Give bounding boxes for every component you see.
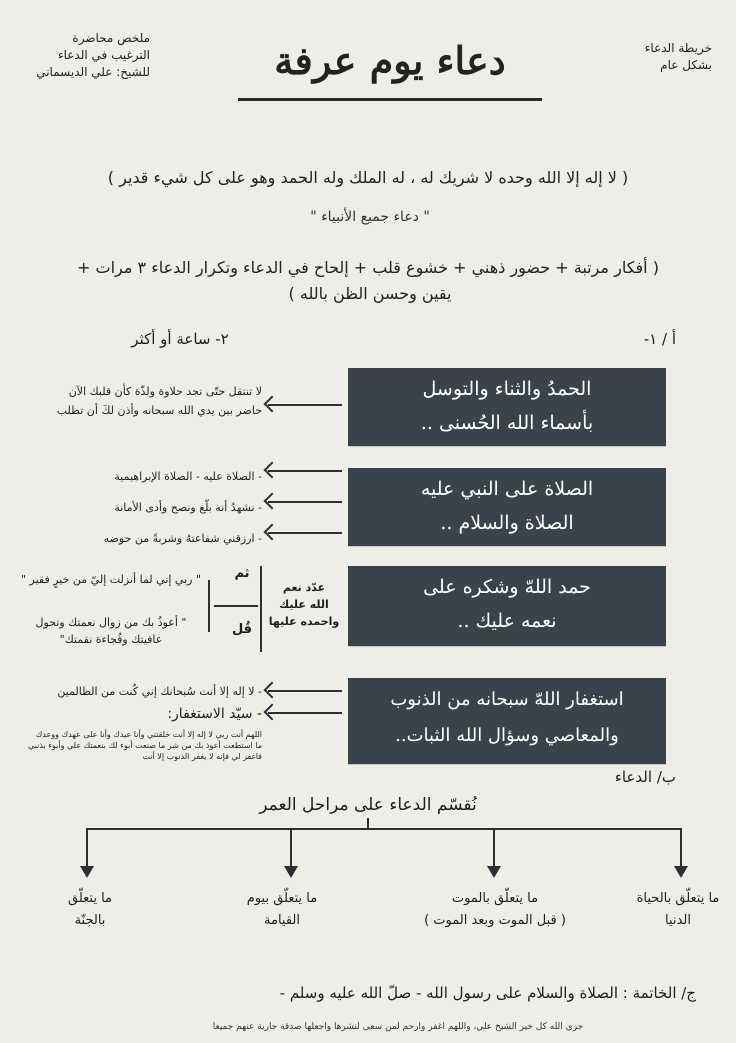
count-line: عدّد نعم (282, 581, 326, 594)
left-arrow-icon (268, 470, 342, 472)
say-label: قُل (231, 622, 253, 637)
tree-branch (493, 828, 495, 870)
left-arrow-icon (268, 712, 342, 714)
card-istighfar-notes (30, 681, 262, 725)
note-line: - الصلاة عليه - الصلاة الإبراهيمية (114, 470, 262, 483)
down-arrow-icon (284, 866, 298, 878)
header-right-note-line: بشكل عام (660, 58, 712, 72)
branch-line: الدنيا (665, 913, 691, 928)
card-line: بأسماء الله الحُسنى .. (420, 412, 594, 434)
branch-janna (40, 888, 140, 932)
count-line: الله عليك (279, 598, 329, 611)
branch-line: ما يتعلّق بيوم (246, 891, 318, 906)
left-arrow-icon (268, 404, 342, 406)
conditions-line-1: ( أفكار مرتبة + حضور ذهني + خشوع قلب + إلحاح في الدعاء وتكرار الدعاء ٣ مرات + (77, 258, 659, 277)
tahlil-line: ( لا إله إلا الله وحده لا شريك له ، له الملك وله الحمد وهو على كل شيء قدير ) (107, 168, 629, 187)
header-left-note-line: ملخص محاضرة (72, 31, 150, 45)
tree-branch (86, 828, 88, 870)
note-line: لا تنتقل حتّى تجد حلاوة ولذّة كأن قلبك الآن (68, 385, 262, 398)
down-arrow-icon (487, 866, 501, 878)
left-arrow-icon (268, 532, 342, 534)
branch-line: ما يتعلّق (67, 891, 112, 906)
title-underline (238, 98, 542, 101)
count-blessings-label (264, 579, 344, 630)
note-line: حاضر بين يدي الله سبحانه وأذن لكَ أن تطلب (56, 404, 262, 417)
count-line: واحمده عليها (268, 615, 340, 628)
card-line: الحمدُ والثناء والتوسل (422, 378, 592, 400)
header-left-note-line: للشيخ: علي الديسماني (36, 65, 150, 79)
branch-line: ما يتعلّق بالموت (451, 891, 539, 906)
card-praise-notes (30, 382, 262, 420)
sayyid-line: ما استطعت أعوذ بك من شر ما صنعت أبوء لك بنعمتك علي وأبوء بذنبي (27, 741, 262, 750)
down-arrow-icon (80, 866, 94, 878)
card-line: نعمه عليك .. (457, 610, 557, 632)
bracket-line (214, 605, 258, 607)
quote-line: " أعوذُ بك من زوال نعمتك وتحول (35, 616, 187, 629)
divider-line (260, 566, 262, 652)
left-arrow-icon (268, 501, 342, 503)
quote-zawal (18, 614, 204, 648)
section-c-conclusion: ج/ الخاتمة : الصلاة والسلام على رسول الله - صلّ الله عليه وسلم - (279, 984, 696, 1002)
branch-line: ( قبل الموت وبعد الموت ) (424, 913, 566, 928)
tree-branch (290, 828, 292, 870)
branch-line: ما يتعلّق بالحياة (636, 891, 720, 906)
card-line: حمد اللهّ وشكره على (423, 576, 591, 598)
quote-line: عافيتك وفُجاءة نقمتك" (59, 633, 163, 646)
section-b-heading: نُقسّم الدعاء على مراحل العمر (259, 795, 477, 815)
sayyid-istighfar-text (24, 729, 262, 762)
card-praise (348, 368, 666, 446)
card-line: الصلاة على النبي عليه (420, 478, 594, 500)
card-hamd-shukr (348, 566, 666, 646)
branch-line: القيامة (264, 913, 300, 928)
branch-dunya (620, 888, 736, 932)
down-arrow-icon (674, 866, 688, 878)
prophets-dua-note: " دعاء جميع الأنبياء " (310, 209, 430, 225)
section-a-duration: ٢- ساعة أو أكثر (131, 330, 229, 348)
note-line: - لا إله إلا أنت سُبحانك إني كُنت من الظالمين (57, 685, 262, 698)
then-label: ثم (234, 566, 250, 581)
header-left-note (20, 30, 150, 81)
branch-line: بالجنّة (74, 913, 106, 928)
branch-death (410, 888, 580, 932)
sayyid-line: فاغفر لي فإنه لا يغفر الذنوب إلا أنت (142, 752, 262, 761)
header-left-note-line: الترغيب في الدعاء (57, 48, 150, 62)
left-arrow-icon (268, 690, 342, 692)
sayyid-line: اللهم أنت ربي لا إله إلا أنت خلقتني وأنا عبدك وأنا على عهدك ووعدك (35, 730, 262, 739)
card-istighfar (348, 678, 666, 764)
header-right-note (592, 40, 712, 74)
bracket-vertical-line (208, 580, 210, 632)
card-salat-nabi (348, 468, 666, 546)
section-b-label: ب/ الدعاء (614, 768, 676, 786)
card-line: استغفار اللهّ سبحانه من الذنوب (390, 689, 624, 710)
card-line: والمعاصي وسؤال الله الثبات.. (395, 725, 619, 746)
tree-horizontal (86, 828, 682, 830)
note-line: - نشهدُ أنه بلّغ ونصح وأدى الأمانة (114, 501, 262, 514)
conditions-line-2: يقين وحسن الظن بالله ) (288, 284, 452, 303)
branch-qiyama (220, 888, 344, 932)
note-line: - سيّد الاستغفار: (167, 706, 262, 722)
card-salat-notes (60, 461, 262, 554)
page-title: دعاء يوم عرفة (274, 38, 506, 83)
header-right-note-line: خريطة الدعاء (644, 41, 712, 55)
footer-dedication: جزى الله كل خير الشيخ علي، واللهم اغفر وارحم لمن سعى لنشرها واجعلها صدقة جارية عنهم جميعا (212, 1022, 584, 1032)
quote-fakir: " ربي إني لما أنزلت إليّ من خيرٍ فقير " (20, 573, 202, 586)
note-line: - ارزقني شفاعتهُ وشربةً من حوضه (103, 532, 262, 545)
tree-branch (680, 828, 682, 870)
card-line: الصلاة والسلام .. (440, 512, 574, 534)
section-a-label: أ / ١- (643, 330, 676, 348)
